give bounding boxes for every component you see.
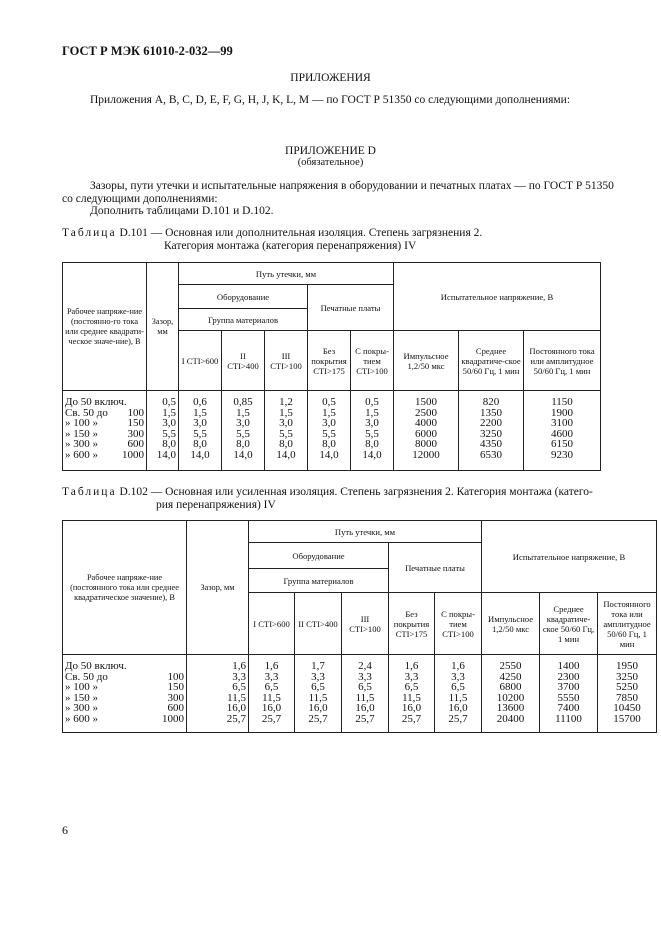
table-cell: 11,5 bbox=[262, 691, 281, 704]
table-cell: 14,0 bbox=[233, 448, 253, 461]
table-cell: 14,0 bbox=[362, 448, 382, 461]
table-cell: 13600 bbox=[496, 702, 525, 714]
table-cell: 25,7 bbox=[308, 712, 328, 725]
paragraph-1-line-2: со следующими дополнениями: bbox=[62, 193, 218, 205]
table-cell bbox=[65, 714, 184, 725]
header-dc: Постоянного тока или амплитудное 50/60 Гц, 1 мин bbox=[598, 593, 657, 655]
appendices-text: Приложения A, B, C, D, E, F, G, H, J, K, L, M — по ГОСТ Р 51350 со следующими дополнениями: bbox=[90, 94, 571, 106]
table-cell: 6,5 bbox=[358, 681, 372, 693]
table-cell: 8,0 bbox=[162, 438, 176, 450]
table-cell: 3,0 bbox=[279, 417, 293, 429]
column-dc bbox=[598, 655, 657, 733]
table-cell: 0,5 bbox=[365, 396, 379, 408]
row-label: » 150 » bbox=[65, 427, 98, 440]
table-cell: 5550 bbox=[557, 691, 580, 704]
table-cell: 5250 bbox=[616, 681, 639, 693]
table-cell: 1150 bbox=[551, 396, 573, 408]
table-cell: 3,3 bbox=[264, 670, 279, 683]
table-cell: 14,0 bbox=[156, 448, 176, 461]
header-group-1: I CTI>600 bbox=[179, 331, 222, 391]
row-label-upper-bound: 150 bbox=[127, 417, 144, 429]
table-cell: 8000 bbox=[415, 438, 438, 450]
table-cell: 16,0 bbox=[401, 702, 422, 714]
table-cell: 1,6 bbox=[404, 660, 419, 672]
header-equipment: Оборудование bbox=[179, 285, 308, 309]
table-cell: 16,0 bbox=[226, 702, 246, 714]
table-cell: 1,6 bbox=[264, 660, 279, 672]
table-cell: 3100 bbox=[551, 417, 574, 429]
table-cell: 10450 bbox=[613, 702, 641, 714]
table-cell: 25,7 bbox=[401, 712, 422, 725]
table-cell: 25,7 bbox=[226, 712, 246, 725]
table-cell: 4000 bbox=[415, 417, 438, 429]
column-clearance bbox=[187, 655, 249, 733]
header-uncoated: Без покрытия CTI>175 bbox=[389, 593, 435, 655]
column-group-1 bbox=[249, 655, 295, 733]
row-label: » 600 » bbox=[65, 712, 98, 725]
table-cell bbox=[65, 439, 144, 450]
row-label: » 300 » bbox=[65, 702, 98, 714]
table-cell: 16,0 bbox=[448, 702, 468, 714]
table-cell: 820 bbox=[482, 396, 500, 408]
table-cell: 3,0 bbox=[365, 417, 379, 429]
table-d102 bbox=[62, 520, 657, 733]
header-rms: Среднее квадратиче-ское 50/60 Гц, 1 мин bbox=[540, 593, 598, 655]
table-cell: 3,3 bbox=[404, 670, 419, 683]
table-cell bbox=[65, 661, 184, 672]
table-cell: 5,5 bbox=[236, 427, 250, 440]
table-cell: 14,0 bbox=[190, 448, 210, 461]
table-cell: 8,0 bbox=[322, 438, 336, 450]
column-group-3 bbox=[265, 391, 308, 471]
table-cell bbox=[65, 418, 144, 429]
row-label: » 600 » bbox=[65, 448, 98, 461]
column-working-voltage bbox=[63, 655, 187, 733]
row-label: » 100 » bbox=[65, 417, 98, 429]
table-cell: 3,3 bbox=[451, 670, 465, 683]
table-cell: 2500 bbox=[415, 406, 438, 419]
header-group-3: III CTI>100 bbox=[342, 593, 389, 655]
header-impulse: Импульсное 1,2/50 мкс bbox=[482, 593, 540, 655]
table-cell: 16,0 bbox=[261, 702, 282, 714]
column-impulse bbox=[394, 391, 459, 471]
column-coated bbox=[435, 655, 482, 733]
table1-caption-line1: D.101 — Основная или дополнительная изоляция. Степень загрязнения 2. bbox=[119, 227, 483, 239]
header-test-voltage: Испытательное напряжение, В bbox=[482, 521, 657, 593]
table-cell: 3250 bbox=[616, 670, 639, 683]
table-cell: 14,0 bbox=[319, 448, 339, 461]
table-cell: 10200 bbox=[496, 691, 525, 704]
table-cell: 6,5 bbox=[451, 681, 465, 693]
table-cell: 11,5 bbox=[402, 691, 421, 704]
table-cell: 6150 bbox=[551, 438, 574, 450]
table-cell: 1,5 bbox=[162, 406, 176, 419]
table-cell: 20400 bbox=[496, 712, 525, 725]
header-coated: С покры-тием CTI>100 bbox=[435, 593, 482, 655]
table-cell: 0,5 bbox=[162, 396, 176, 408]
table-cell bbox=[65, 397, 144, 408]
table-cell: 2300 bbox=[557, 670, 580, 683]
table-cell: 6800 bbox=[499, 681, 522, 693]
table-cell: 11,5 bbox=[448, 691, 468, 704]
table-cell: 25,7 bbox=[448, 712, 468, 725]
column-uncoated bbox=[389, 655, 435, 733]
table-cell: 0,5 bbox=[322, 396, 336, 408]
table-cell: 4350 bbox=[480, 438, 503, 450]
appendix-d-subtitle: (обязательное) bbox=[297, 157, 364, 168]
table-cell: 11,5 bbox=[308, 691, 328, 704]
row-label-upper-bound: 100 bbox=[127, 406, 144, 419]
page-number: 6 bbox=[62, 823, 68, 837]
table-cell: 1950 bbox=[616, 660, 639, 672]
table-cell: 25,7 bbox=[261, 712, 282, 725]
table-cell: 0,85 bbox=[233, 396, 253, 408]
table-cell: 1900 bbox=[551, 406, 574, 419]
header-uncoated: Без покрытия CTI>175 bbox=[308, 331, 351, 391]
table-cell: 15700 bbox=[613, 712, 641, 725]
column-uncoated bbox=[308, 391, 351, 471]
appendix-d-title: ПРИЛОЖЕНИЕ D bbox=[285, 145, 376, 157]
table-cell: 5,5 bbox=[193, 427, 207, 440]
header-rms: Среднее квадратиче-ское 50/60 Гц, 1 мин bbox=[459, 331, 524, 391]
table-cell: 7400 bbox=[557, 702, 580, 714]
row-label-upper-bound: 600 bbox=[167, 702, 184, 714]
table-cell: 8,0 bbox=[193, 438, 207, 450]
table-cell: 25,7 bbox=[355, 712, 375, 725]
table2-data-row bbox=[63, 655, 657, 733]
table-cell: 7850 bbox=[616, 691, 639, 704]
table-cell: 6,5 bbox=[232, 681, 246, 693]
header-group-1: I CTI>600 bbox=[249, 593, 295, 655]
paragraph-2: Дополнить таблицами D.101 и D.102. bbox=[90, 205, 274, 217]
row-label: До 50 включ. bbox=[65, 660, 127, 672]
header-group-3: III CTI>100 bbox=[265, 331, 308, 391]
table-cell: 6,5 bbox=[264, 681, 279, 693]
table-cell: 1,5 bbox=[279, 406, 293, 419]
table-cell: 16,0 bbox=[308, 702, 328, 714]
table-cell: 1,5 bbox=[322, 406, 336, 419]
header-dc: Постоянного тока или амплитудное 50/60 Гц, 1 мин bbox=[524, 331, 601, 391]
table2-caption-line1: D.102 — Основная или усиленная изоляция. Степень загрязнения 2. Категория монтажа (катего- bbox=[119, 486, 593, 498]
table-d101 bbox=[62, 262, 601, 471]
header-coated: С покры-тием CTI>100 bbox=[351, 331, 394, 391]
table-cell: 2550 bbox=[499, 660, 522, 672]
row-label: Св. 50 до bbox=[65, 406, 108, 419]
table-cell bbox=[65, 682, 184, 693]
table-cell: 6000 bbox=[415, 427, 438, 440]
row-label-upper-bound: 300 bbox=[167, 691, 184, 704]
paragraph-1-line-1: Зазоры, пути утечки и испытательные напряжения в оборудовании и печатных платах — по ГОСТ Р 51350 bbox=[90, 180, 614, 192]
table-cell: 5,5 bbox=[279, 427, 293, 440]
table2-caption bbox=[62, 486, 593, 499]
row-label-upper-bound: 150 bbox=[167, 681, 184, 693]
table-cell: 14,0 bbox=[276, 448, 296, 461]
column-working-voltage bbox=[63, 391, 147, 471]
row-label-upper-bound: 600 bbox=[127, 438, 144, 450]
header-material-group: Группа материалов bbox=[249, 569, 389, 593]
table-cell: 3,3 bbox=[358, 670, 372, 683]
table-cell: 12000 bbox=[412, 448, 440, 461]
table-cell: 1,6 bbox=[451, 660, 465, 672]
table-cell: 1350 bbox=[480, 406, 503, 419]
table1-caption bbox=[62, 227, 482, 240]
column-group-2 bbox=[295, 655, 342, 733]
table-cell: 6,5 bbox=[404, 681, 419, 693]
header-working-voltage: Рабочее напряже-ние (постоянно-го тока или среднее квадрати-ческое значе-ние), В bbox=[63, 263, 147, 391]
table-cell: 11100 bbox=[555, 712, 582, 725]
table-cell: 16,0 bbox=[355, 702, 375, 714]
appendices-title: ПРИЛОЖЕНИЯ bbox=[290, 72, 371, 84]
table-cell: 8,0 bbox=[365, 438, 379, 450]
table-cell: 3,0 bbox=[193, 417, 207, 429]
column-dc bbox=[524, 391, 601, 471]
row-label-upper-bound: 100 bbox=[167, 670, 184, 683]
table-cell: 4250 bbox=[499, 670, 522, 683]
header-test-voltage: Испытательное напряжение, В bbox=[394, 263, 601, 331]
document-header: ГОСТ Р МЭК 61010-2-032—99 bbox=[62, 44, 233, 58]
row-label-upper-bound: 300 bbox=[127, 427, 144, 440]
column-group-1 bbox=[179, 391, 222, 471]
header-equipment: Оборудование bbox=[249, 543, 389, 569]
row-label: » 150 » bbox=[65, 691, 98, 704]
table-cell: 1,7 bbox=[311, 660, 325, 672]
table-cell: 1,5 bbox=[365, 406, 379, 419]
header-clearance: Зазор, мм bbox=[147, 263, 179, 391]
table-cell: 3,0 bbox=[322, 417, 336, 429]
header-group-2: II CTI>400 bbox=[295, 593, 342, 655]
table2-caption-label: Таблица bbox=[62, 486, 117, 498]
header-material-group: Группа материалов bbox=[179, 309, 308, 331]
table2-caption-line2: рия перенапряжения) IV bbox=[156, 499, 276, 511]
table-cell bbox=[65, 450, 144, 461]
table-cell: 2,4 bbox=[358, 660, 372, 672]
header-group-2: II CTI>400 bbox=[222, 331, 265, 391]
table-cell: 6530 bbox=[480, 448, 503, 461]
row-label: Св. 50 до bbox=[65, 670, 108, 683]
table-cell: 1,5 bbox=[236, 406, 250, 419]
row-label-upper-bound: 1000 bbox=[162, 712, 184, 725]
table-cell bbox=[65, 703, 184, 714]
column-coated bbox=[351, 391, 394, 471]
table-cell: 1,6 bbox=[232, 660, 246, 672]
column-impulse bbox=[482, 655, 540, 733]
header-working-voltage: Рабочее напряже-ние (постоянного тока или среднее квадратическое значение), В bbox=[63, 521, 187, 655]
table-cell: 3,0 bbox=[162, 417, 176, 429]
row-label-upper-bound: 1000 bbox=[122, 448, 144, 461]
row-label: » 300 » bbox=[65, 438, 98, 450]
header-impulse: Импульсное 1,2/50 мкс bbox=[394, 331, 459, 391]
table-cell: 3,3 bbox=[232, 670, 246, 683]
column-rms bbox=[540, 655, 598, 733]
table-cell: 11,5 bbox=[227, 691, 246, 704]
table-cell: 3250 bbox=[480, 427, 503, 440]
header-pcb: Печатные платы bbox=[389, 543, 482, 593]
table-cell: 8,0 bbox=[236, 438, 250, 450]
table-cell: 4600 bbox=[551, 427, 574, 440]
table1-data-row bbox=[63, 391, 601, 471]
header-pcb: Печатные платы bbox=[308, 285, 394, 331]
table-cell: 1,2 bbox=[279, 396, 293, 408]
row-label: До 50 включ. bbox=[65, 396, 127, 408]
table-cell: 3,0 bbox=[236, 417, 250, 429]
column-clearance bbox=[147, 391, 179, 471]
header-clearance: Зазор, мм bbox=[187, 521, 249, 655]
table-cell: 1,5 bbox=[193, 406, 207, 419]
table1-caption-line2: Категория монтажа (категория перенапряжения) IV bbox=[164, 240, 417, 252]
table-cell: 11,5 bbox=[355, 691, 375, 704]
table-cell: 8,0 bbox=[279, 438, 293, 450]
column-rms bbox=[459, 391, 524, 471]
column-group-3 bbox=[342, 655, 389, 733]
table-cell: 1400 bbox=[557, 660, 580, 672]
table-cell: 5,5 bbox=[162, 427, 176, 440]
table-cell: 1500 bbox=[415, 396, 438, 408]
table-cell: 3,3 bbox=[311, 670, 325, 683]
column-group-2 bbox=[222, 391, 265, 471]
row-label: » 100 » bbox=[65, 681, 98, 693]
table-cell: 3700 bbox=[557, 681, 580, 693]
table-cell: 0,6 bbox=[193, 396, 207, 408]
table-cell: 6,5 bbox=[311, 681, 325, 693]
header-creepage: Путь утечки, мм bbox=[179, 263, 394, 285]
table-cell: 5,5 bbox=[365, 427, 379, 440]
header-creepage: Путь утечки, мм bbox=[249, 521, 482, 543]
table-cell: 5,5 bbox=[322, 427, 336, 440]
table-cell: 9230 bbox=[551, 448, 574, 461]
table-cell: 2200 bbox=[480, 417, 503, 429]
table1-caption-label: Таблица bbox=[62, 227, 117, 239]
